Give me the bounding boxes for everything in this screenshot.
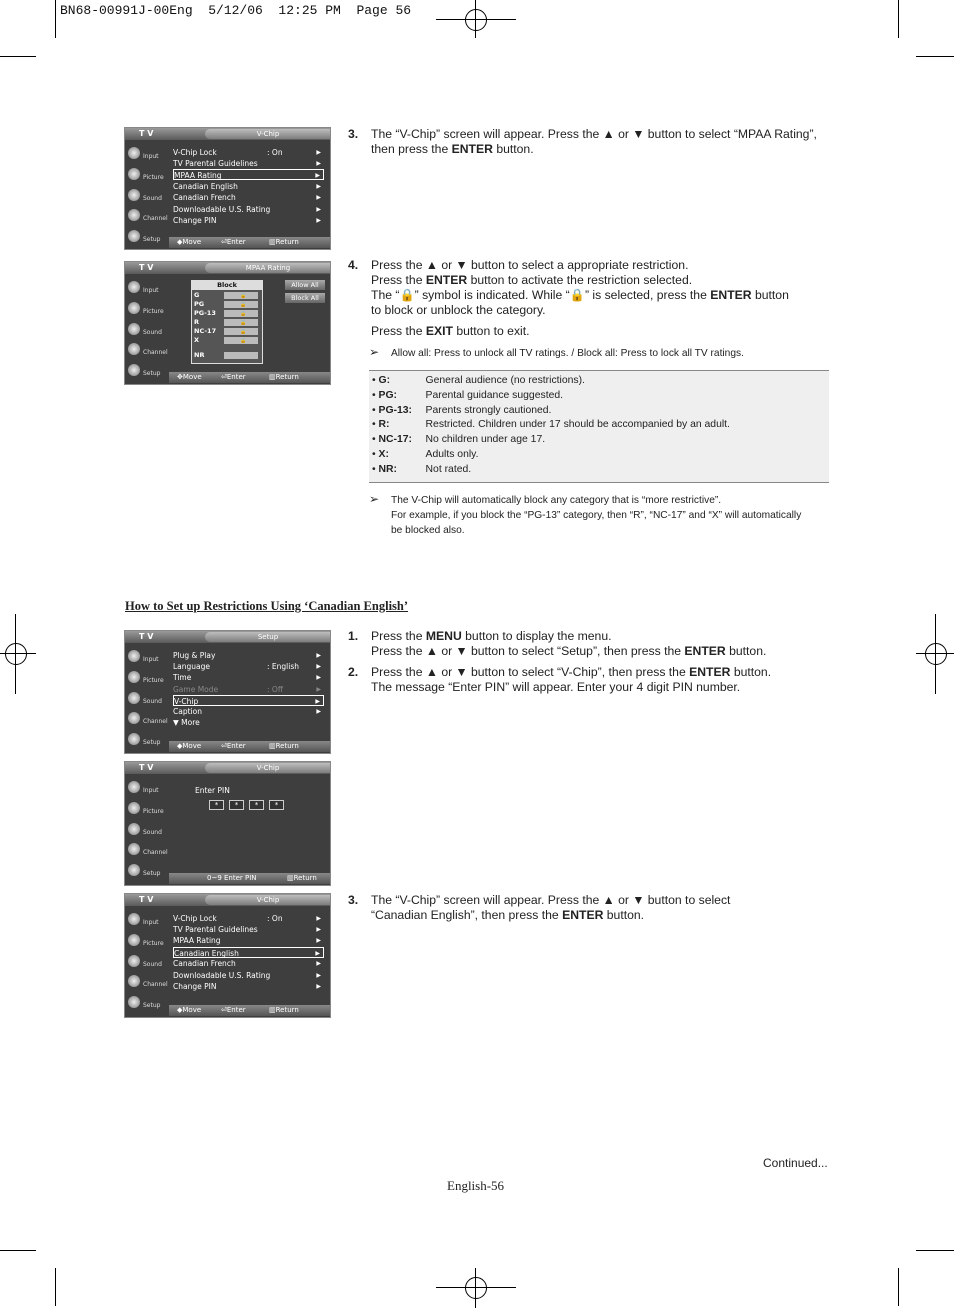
- tv-label: T V: [139, 632, 154, 641]
- menu-item: Change PIN ▶: [173, 216, 321, 225]
- sidebar-setup: Setup: [125, 362, 169, 382]
- setup-icon: [128, 733, 140, 745]
- sound-icon: [128, 823, 140, 835]
- sidebar-input: Input: [125, 279, 169, 299]
- rating-row: X 🔒: [194, 336, 260, 345]
- step-3-top: 3. The “V-Chip” screen will appear. Press the ▲ or ▼ button to select “MPAA Rating”, then press the ENTER button.: [348, 127, 817, 156]
- menu-item: Time ▶: [173, 673, 321, 682]
- sidebar-input: Input: [125, 145, 169, 165]
- pin-digit: *: [269, 800, 284, 810]
- picture-icon: [128, 168, 140, 180]
- tv-label: T V: [139, 895, 154, 904]
- registration-mark: [456, 1268, 496, 1308]
- lock-icon: 🔒: [240, 329, 247, 335]
- setup-icon: [128, 230, 140, 242]
- print-header: BN68-00991J-00Eng 5/12/06 12:25 PM Page 56: [60, 3, 412, 18]
- section-title: How to Set up Restrictions Using ‘Canadian English’: [125, 599, 409, 613]
- lock-icon: 🔒: [240, 293, 247, 299]
- menu-item: MPAA Rating ▶: [173, 936, 321, 945]
- crop-mark: [55, 0, 56, 38]
- crop-mark: [916, 1250, 954, 1251]
- mpaa-block-table: [191, 280, 263, 364]
- sound-icon: [128, 692, 140, 704]
- input-icon: [128, 650, 140, 662]
- sidebar-sound: Sound: [125, 690, 169, 710]
- pin-digit: *: [209, 800, 224, 810]
- pin-digit: *: [249, 800, 264, 810]
- osd-title: V-Chip: [205, 129, 331, 139]
- continued-label: Continued...: [763, 1156, 828, 1170]
- crop-mark: [916, 56, 954, 57]
- table-row: • NR: Not rated.: [372, 464, 472, 475]
- sidebar-channel: Channel: [125, 207, 169, 227]
- menu-item: Canadian English ▶: [173, 182, 321, 191]
- osd-title: V-Chip: [205, 895, 331, 905]
- rating-row: PG 🔒: [194, 300, 260, 309]
- channel-icon: [128, 712, 140, 724]
- picture-icon: [128, 802, 140, 814]
- sidebar-channel: Channel: [125, 973, 169, 993]
- osd-footer: ✥ Move ⏎ Enter ▥ Return: [169, 372, 330, 383]
- sidebar-picture: Picture: [125, 300, 169, 320]
- enter-pin-label: Enter PIN: [195, 786, 230, 795]
- rating-row: NC-17 🔒: [194, 327, 260, 336]
- crop-mark: [898, 0, 899, 38]
- osd-title: V-Chip: [205, 763, 331, 773]
- menu-item: Downloadable U.S. Rating ▶: [173, 971, 321, 980]
- page-number: English-56: [447, 1178, 505, 1193]
- sidebar-setup: Setup: [125, 994, 169, 1014]
- lock-icon: 🔒: [240, 320, 247, 326]
- allow-all-button: Allow All: [285, 280, 325, 290]
- input-icon: [128, 147, 140, 159]
- osd-footer: 0~9 Enter PIN ▥ Return: [169, 873, 330, 884]
- sidebar-sound: Sound: [125, 187, 169, 207]
- osd-enter-pin-screen: [124, 761, 331, 886]
- osd-footer: ◆ Move ⏎ Enter ▥ Return: [169, 1005, 330, 1016]
- osd-title: MPAA Rating: [205, 263, 331, 273]
- rating-row: R 🔒: [194, 318, 260, 327]
- menu-item-selected: MPAA Rating ▶: [173, 169, 324, 180]
- sidebar-picture: Picture: [125, 166, 169, 186]
- step-1: 1. Press the MENU button to display the menu. Press the ▲ or ▼ button to select “Setup”, then press the ENTER button.: [348, 629, 767, 658]
- tv-label: T V: [139, 263, 154, 272]
- registration-mark: [916, 634, 954, 674]
- sidebar-channel: Channel: [125, 341, 169, 361]
- menu-item: Language : English ▶: [173, 662, 321, 671]
- registration-mark: [456, 0, 496, 40]
- sidebar-setup: Setup: [125, 731, 169, 751]
- sound-icon: [128, 955, 140, 967]
- lock-icon: 🔒: [240, 311, 247, 317]
- table-row: • R: Restricted. Children under 17 should be accompanied by an adult.: [372, 419, 730, 430]
- sidebar-sound: Sound: [125, 953, 169, 973]
- note-allow-block: ➢ Allow all: Press to unlock all TV ratings. / Block all: Press to lock all TV ratings.: [369, 345, 744, 359]
- menu-item: TV Parental Guidelines ▶: [173, 159, 321, 168]
- sound-icon: [128, 189, 140, 201]
- channel-icon: [128, 209, 140, 221]
- menu-item-selected: V-Chip ▶: [173, 695, 324, 706]
- pin-digit: *: [229, 800, 244, 810]
- setup-icon: [128, 864, 140, 876]
- block-column-header: Block: [192, 281, 262, 290]
- step-4: 4. Press the ▲ or ▼ button to select a appropriate restriction. Press the ENTER button to activate the restriction selected. The “🔒” symbol is indicated. While “🔒” is selected, press the ENTER button to block or unblock the category. Press the EXIT button to exit.: [348, 258, 789, 338]
- sidebar-input: Input: [125, 648, 169, 668]
- osd-footer: ◆ Move ⏎ Enter ▥ Return: [169, 237, 330, 248]
- table-row: • X: Adults only.: [372, 449, 479, 460]
- table-row: • NC-17: No children under age 17.: [372, 434, 546, 445]
- menu-item: Plug & Play ▶: [173, 651, 321, 660]
- sidebar-picture: Picture: [125, 800, 169, 820]
- menu-item-disabled: Game Mode : Off ▶: [173, 685, 321, 694]
- sidebar-channel: Channel: [125, 841, 169, 861]
- rating-row-nr: NR: [194, 351, 260, 360]
- osd-setup-screen: [124, 630, 331, 754]
- tv-label: T V: [139, 763, 154, 772]
- arrow-note-icon: ➢: [369, 345, 380, 359]
- tv-label: T V: [139, 129, 154, 138]
- sound-icon: [128, 323, 140, 335]
- channel-icon: [128, 343, 140, 355]
- sidebar-picture: Picture: [125, 669, 169, 689]
- osd-footer: ◆ Move ⏎ Enter ▥ Return: [169, 741, 330, 752]
- input-icon: [128, 913, 140, 925]
- sidebar-channel: Channel: [125, 710, 169, 730]
- input-icon: [128, 281, 140, 293]
- sidebar-sound: Sound: [125, 821, 169, 841]
- sidebar-input: Input: [125, 911, 169, 931]
- sidebar-input: Input: [125, 779, 169, 799]
- lock-icon: 🔒: [399, 288, 415, 302]
- menu-item-selected: Canadian English ▶: [173, 947, 324, 958]
- sidebar-setup: Setup: [125, 862, 169, 882]
- channel-icon: [128, 843, 140, 855]
- sidebar-sound: Sound: [125, 321, 169, 341]
- osd-title: Setup: [205, 632, 331, 642]
- note-auto-block: ➢ The V-Chip will automatically block any category that is “more restrictive”. For example, if you block the “PG-13” category, then “R”, “NC-17” and “X” will automatically be blocked also.: [369, 492, 802, 536]
- menu-item-more: ▼ More: [173, 718, 200, 727]
- picture-icon: [128, 934, 140, 946]
- picture-icon: [128, 302, 140, 314]
- crop-mark: [898, 1268, 899, 1306]
- lock-icon: 🔒: [240, 302, 247, 308]
- osd-mpaa-screen: [124, 261, 331, 385]
- menu-item: Canadian French ▶: [173, 959, 321, 968]
- menu-item: V-Chip Lock : On ▶: [173, 914, 321, 923]
- menu-item: Caption ▶: [173, 707, 321, 716]
- setup-icon: [128, 996, 140, 1008]
- rating-row: G 🔒: [194, 291, 260, 300]
- crop-mark: [55, 1268, 56, 1306]
- crop-mark: [0, 1250, 36, 1251]
- menu-item: TV Parental Guidelines ▶: [173, 925, 321, 934]
- step-2: 2. Press the ▲ or ▼ button to select “V-Chip”, then press the ENTER button. The message “Enter PIN” will appear. Enter your 4 digit PIN number.: [348, 665, 772, 694]
- rating-row: PG-13 🔒: [194, 309, 260, 318]
- menu-item: Change PIN ▶: [173, 982, 321, 991]
- table-row: • G: General audience (no restrictions).: [372, 375, 585, 386]
- registration-mark: [0, 634, 36, 674]
- lock-icon: 🔒: [240, 338, 247, 344]
- table-row: • PG-13: Parents strongly cautioned.: [372, 405, 552, 416]
- channel-icon: [128, 975, 140, 987]
- sidebar-setup: Setup: [125, 228, 169, 248]
- picture-icon: [128, 671, 140, 683]
- menu-item: Downloadable U.S. Rating ▶: [173, 205, 321, 214]
- chevron-down-icon: ▼: [173, 718, 179, 727]
- osd-vchip-screen-mpaa: [124, 127, 331, 250]
- crop-mark: [0, 56, 36, 57]
- ratings-table: [369, 370, 829, 483]
- step-3-bottom: 3. The “V-Chip” screen will appear. Press the ▲ or ▼ button to select “Canadian English”, then press the ENTER button.: [348, 893, 731, 922]
- sidebar-picture: Picture: [125, 932, 169, 952]
- menu-item: V-Chip Lock : On ▶: [173, 148, 321, 157]
- input-icon: [128, 781, 140, 793]
- arrow-note-icon: ➢: [369, 492, 380, 506]
- lock-icon: 🔒: [569, 288, 585, 302]
- osd-vchip-screen-canadian: [124, 893, 331, 1018]
- table-row: • PG: Parental guidance suggested.: [372, 390, 564, 401]
- setup-icon: [128, 364, 140, 376]
- block-all-button: Block All: [285, 293, 325, 303]
- menu-item: Canadian French ▶: [173, 193, 321, 202]
